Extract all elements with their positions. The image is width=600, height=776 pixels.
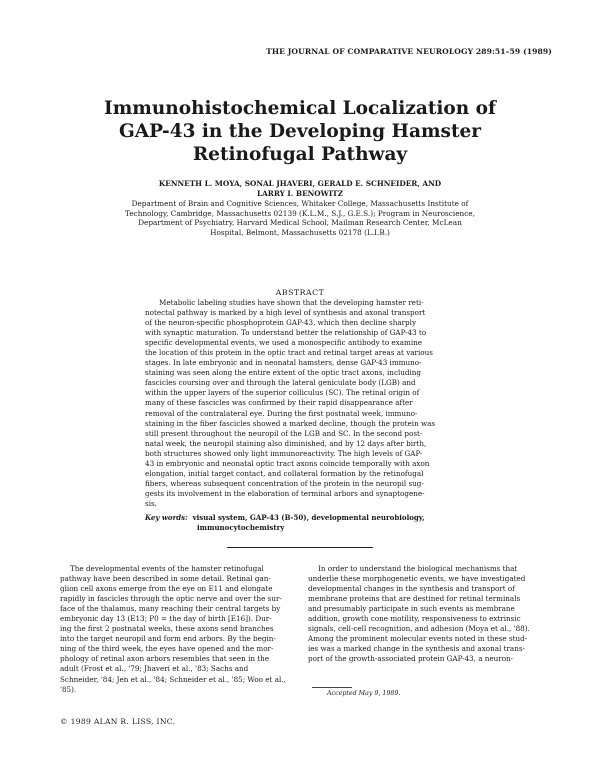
keywords [145,513,485,532]
body-line: signals, cell-cell recognition, and adhesion (Moya et al., '88). [308,624,530,634]
abstract-line: staining in the fiber fascicles showed a marked decline, though the protein was [145,418,436,428]
abstract-line: 43 in embryonic and neonatal optic tract axons coincide temporally with axon [145,458,430,468]
body-line: developmental changes in the synthesis and transport of [308,584,515,594]
abstract-heading: ABSTRACT [275,288,325,297]
body-line: Schneider, '84; Jen et al., '84; Schneider et al., '85; Woo et al., [60,674,286,684]
body-line: adult (Frost et al., '79; Jhaveri et al., '83; Sachs and [60,664,249,674]
body-line: rapidly in fascicles through the optic nerve and over the sur- [60,594,282,604]
article-title [0,97,600,166]
abstract-line: natal week, the neuropil staining also diminished, and by 12 days after birth, [145,438,427,448]
abstract-line: fibers, whereas subsequent concentration of the protein in the neuropil sug- [145,478,424,488]
body-column-left [60,564,296,695]
abstract-line: notectal pathway is marked by a high level of synthesis and axonal transport [145,308,426,318]
body-line: and presumably participate in such events as membrane [308,604,515,614]
body-line: addition, growth cone motility, responsiveness to extrinsic [308,614,521,624]
body-line: pathway have been described in some detail. Retinal gan- [60,574,271,584]
title-line: Retinofugal Pathway [192,144,408,165]
body-line: '85). [60,684,77,694]
abstract-line: many of these fascicles was confirmed by their rapid disappearance after [145,398,413,408]
abstract-line: the location of this protein in the optic tract and retinal target areas at various [145,348,433,358]
body-line: face of the thalamus, many reaching their central targets by [60,604,281,614]
affiliation-line: Hospital, Belmont, Massachusetts 02178 (L.I.B.) [210,227,390,237]
affiliation-line: Technology, Cambridge, Massachusetts 02139 (K.L.M., S.J., G.E.S.); Program in Neuroscience, [125,208,475,218]
body-line: membrane proteins that are destined for retinal terminals [308,594,521,604]
author-line: LARRY I. BENOWITZ [256,189,344,198]
body-line: Among the prominent molecular events noted in these stud- [308,634,528,644]
title-line: GAP-43 in the Developing Hamster [118,121,482,142]
keywords-text: visual system, GAP-43 (B-50), developmental neurobiology, [192,513,425,522]
abstract-line: staining was seen along the entire extent of the optic tract axons, including [145,368,422,378]
abstract-line: gests its involvement in the elaboration of terminal arbors and synaptogene- [145,488,425,498]
body-column-right [308,564,544,664]
abstract-line: elongation, initial target contact, and collateral formation by the retinofugal [145,468,424,478]
abstract-line: fascicles coursing over and through the lateral geniculate body (LGB) and [145,378,416,388]
body-line: phology of retinal axon arbors resembles that seen in the [60,654,270,664]
abstract-line: specific developmental events, we used a monospecific antibody to examine [145,338,423,348]
body-line: underlie these morphogenetic events, we have investigated [308,574,526,584]
body-line: glion cell axons emerge from the eye on E11 and elongate [60,584,273,594]
abstract-line: removal of the contralateral eye. During the first postnatal week, immuno- [145,408,418,418]
abstract-line: stages. In late embryonic and in neonatal hamsters, dense GAP-43 immuno- [145,358,422,368]
section-divider [227,547,373,548]
body-line: port of the growth-associated protein GAP-43, a neuron- [308,654,514,664]
body-line: In order to understand the biological mechanisms that [318,564,518,573]
footnote-rule [312,687,352,688]
body-line: ning of the third week, the eyes have opened and the mor- [60,644,274,654]
body-line: into the target neuropil and form end arbors. By the begin- [60,634,276,644]
abstract-line: with synaptic maturation. To understand better the relationship of GAP-43 to [145,328,427,338]
abstract-line: both structures showed only light immunoreactivity. The high levels of GAP- [145,448,423,458]
abstract-line: still present throughout the neuropil of the LGB and SC. In the second post- [145,428,423,438]
keywords-line [145,513,485,523]
body-line: The developmental events of the hamster retinofugal [70,564,264,573]
affiliation [96,199,504,237]
accepted-date: Accepted May 9, 1989. [327,690,401,697]
body-line: ing the first 2 postnatal weeks, these axons send branches [60,624,274,634]
abstract-line: within the upper layers of the superior colliculus (SC). The retinal origin of [145,388,420,398]
abstract-line: Metabolic labeling studies have shown that the developing hamster reti- [159,298,424,307]
body-line: embryonic day 13 (E13; P0 = the day of birth [E16]). Dur- [60,614,272,624]
author-list [80,179,520,199]
title-line: Immunohistochemical Localization of [104,98,496,119]
abstract-body [145,298,468,509]
body-line: ies was a marked change in the synthesis and axonal trans- [308,644,525,654]
keywords-line: immunocytochemistry [197,522,285,532]
affiliation-line: Department of Psychiatry, Harvard Medical School, Mailman Research Center, McLean [138,218,462,227]
keywords-label: Key words: [145,513,188,522]
abstract-line: sis. [145,498,157,508]
affiliation-line: Department of Brain and Cognitive Sciences, Whitaker College, Massachusetts Institute of [131,199,469,208]
author-line: KENNETH L. MOYA, SONAL JHAVERI, GERALD E. SCHNEIDER, AND [158,179,442,188]
copyright-notice: © 1989 ALAN R. LISS, INC. [60,717,176,726]
journal-header: THE JOURNAL OF COMPARATIVE NEUROLOGY 289:51–59 (1989) [266,47,552,56]
abstract-line: of the neuron-specific phosphoprotein GAP-43, which then decline sharply [145,318,417,328]
